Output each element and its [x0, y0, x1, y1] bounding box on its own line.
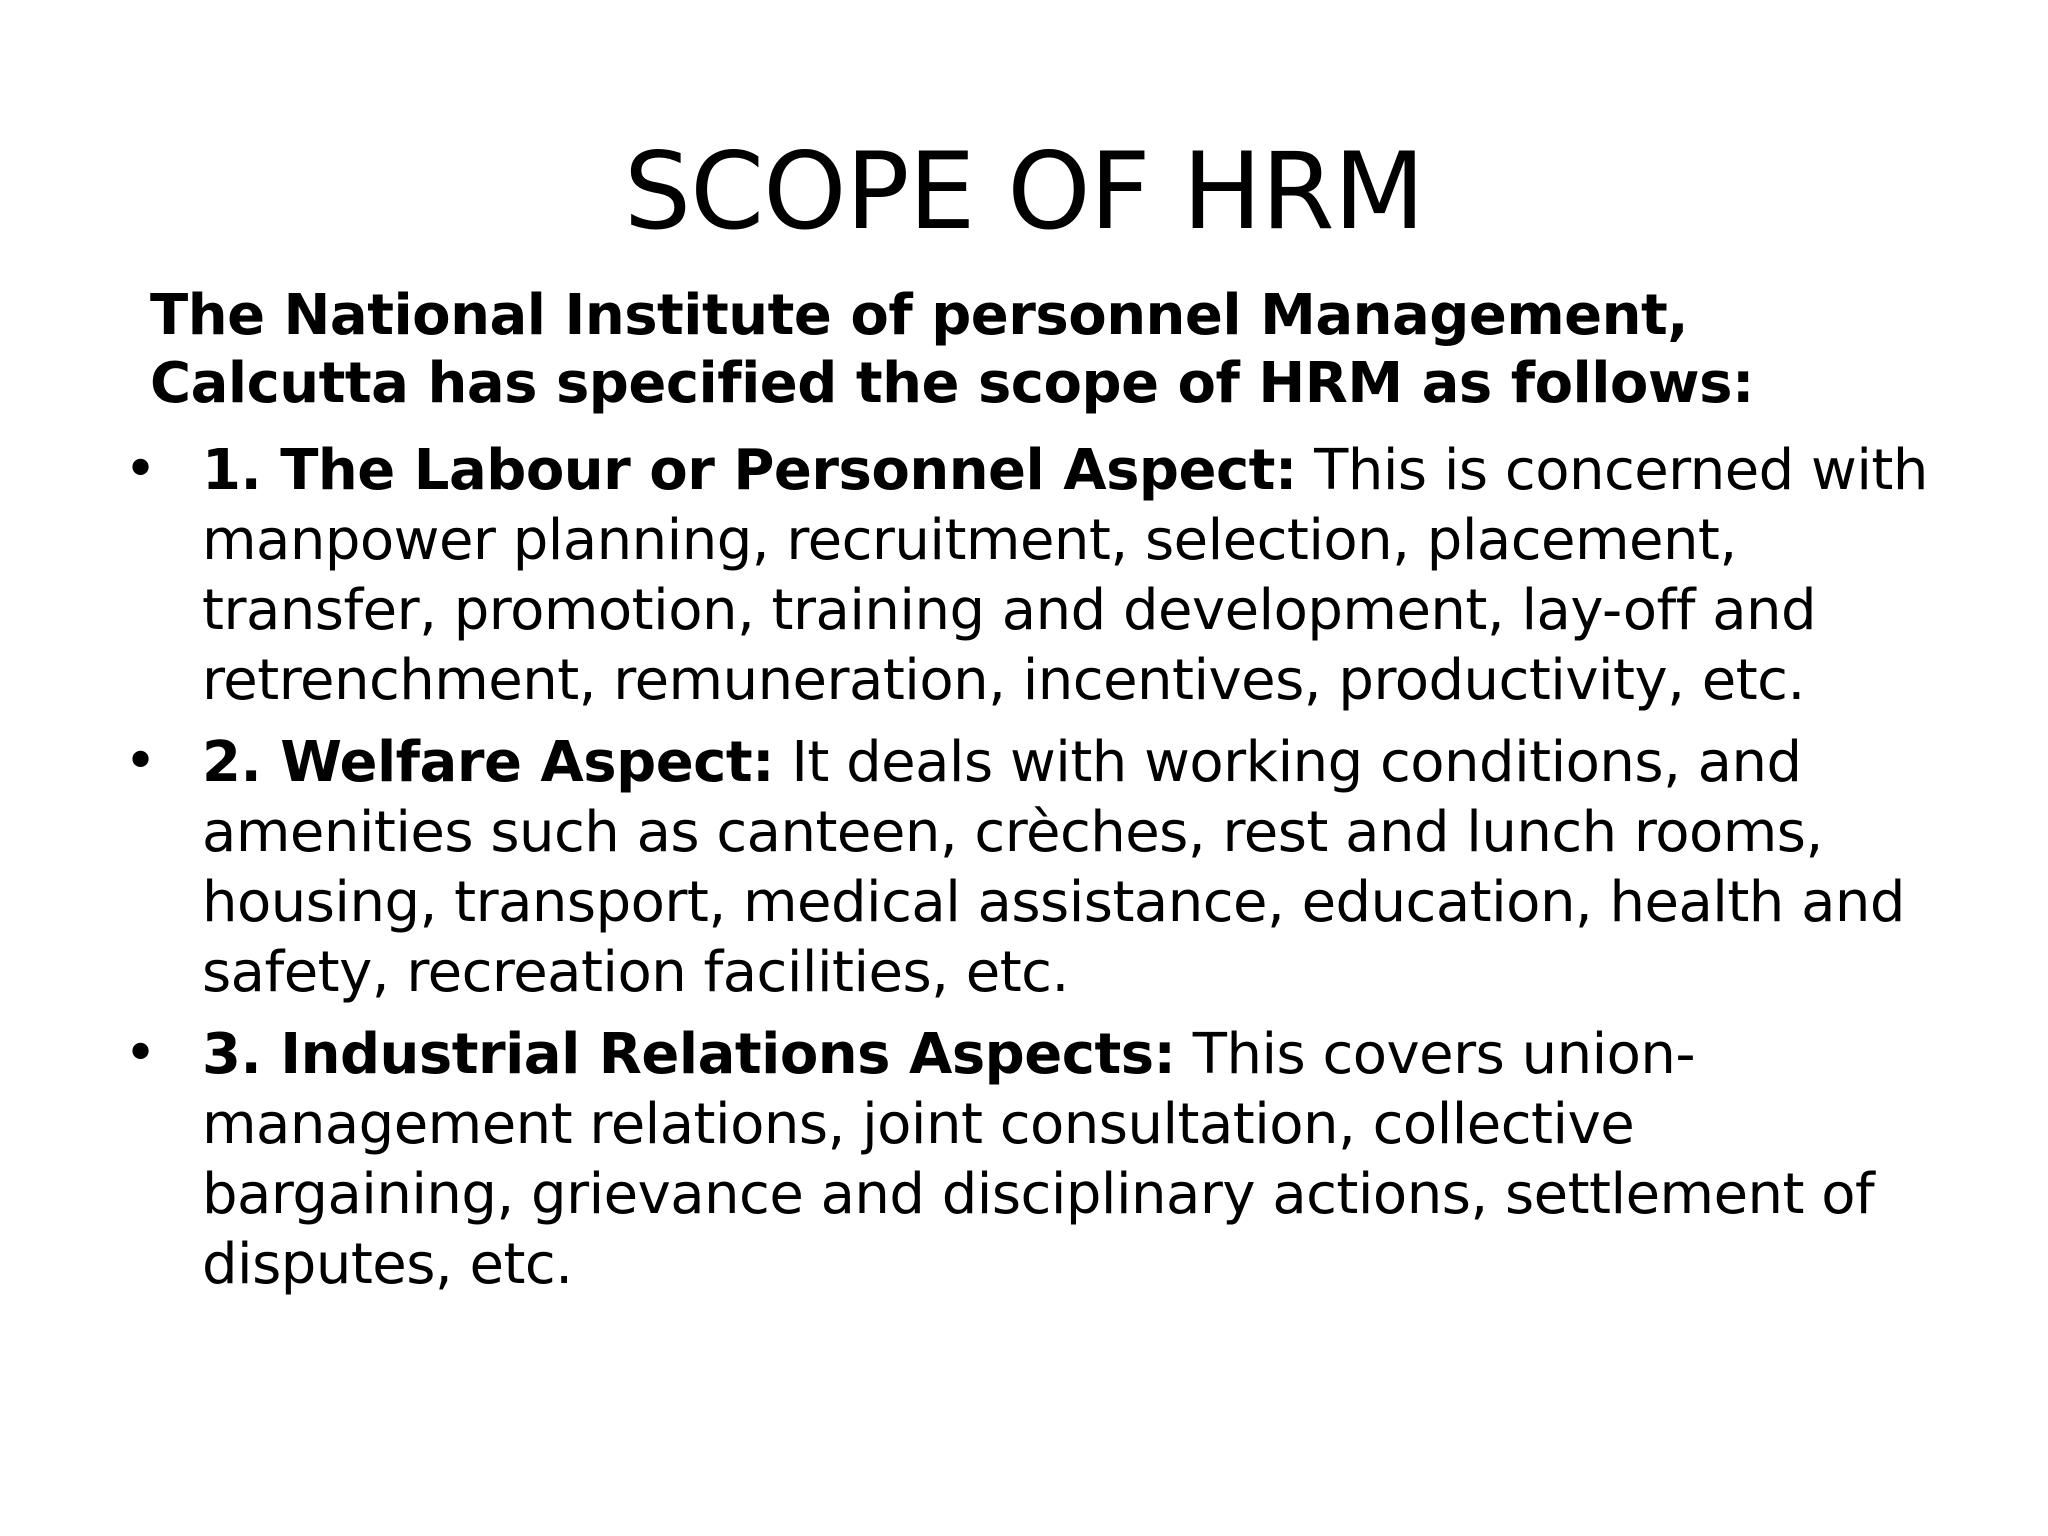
- bullet-icon: •: [124, 729, 158, 794]
- bullet-text: [202, 436, 1942, 716]
- slide-title: SCOPE OF HRM: [623, 130, 1425, 253]
- bullet-text: [202, 1020, 1942, 1300]
- bullet-icon: •: [124, 1021, 158, 1086]
- bullet-icon: •: [124, 437, 158, 502]
- bullet-text: [202, 728, 1942, 1008]
- bullet-body: It deals with working conditions, and amenities such as canteen, crèches, rest and lunch rooms, housing, transport, medical assistance, education, health and safety, recreation facilities, etc.: [202, 730, 1905, 1005]
- bullet-heading: 1. The Labour or Personnel Aspect:: [202, 438, 1297, 503]
- bullet-heading: 3. Industrial Relations Aspects:: [202, 1022, 1176, 1087]
- bullet-heading: 2. Welfare Aspect:: [202, 730, 775, 795]
- bullet-body: This is concerned with manpower planning, recruitment, selection, placement, transfer, promotion, training and development, lay-off and retrenchment, remuneration, incentives, productivity, etc.: [202, 438, 1928, 713]
- bullet-body: This covers union-management relations, joint consultation, collective bargaining, grievance and disciplinary actions, settlement of disputes, etc.: [202, 1022, 1875, 1297]
- intro-paragraph: The National Institute of personnel Management, Calcutta has specified the scope of HRM as follows:: [150, 283, 1754, 416]
